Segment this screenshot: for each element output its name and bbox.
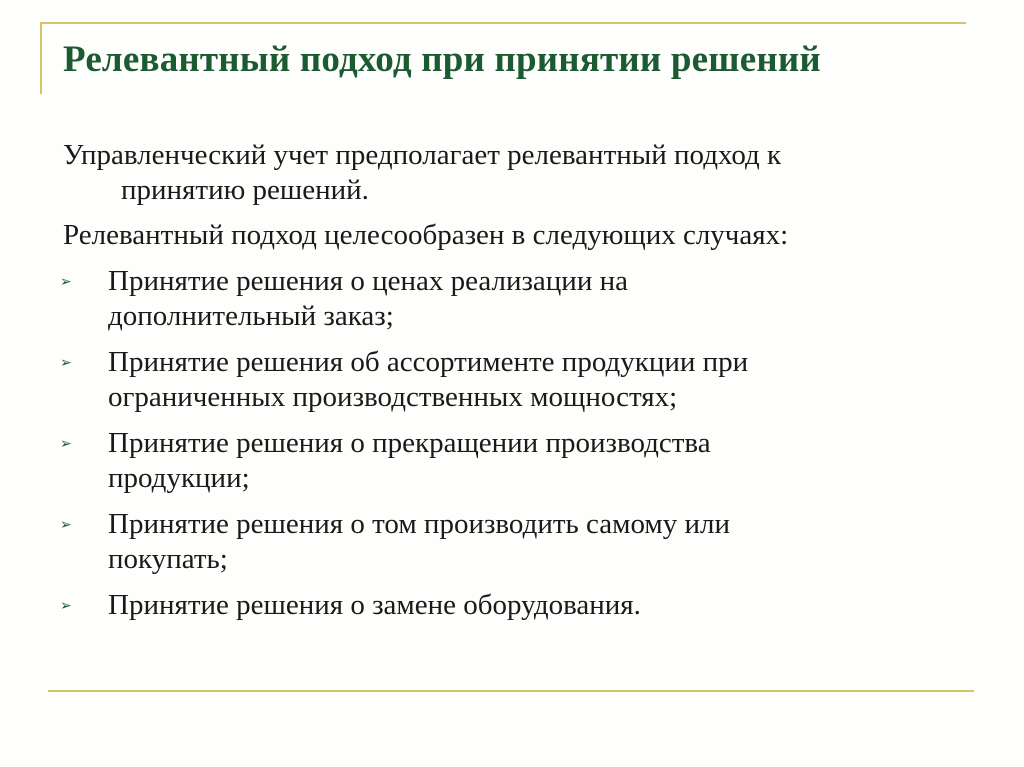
intro-paragraph-line1: Управленческий учет предполагает релевантный подход к: [63, 139, 782, 171]
list-item-line1: Принятие решения об ассортименте продукции при: [108, 346, 749, 378]
list-item-line2: дополнительный заказ;: [108, 300, 394, 332]
list-item-line1: Принятие решения о замене оборудования.: [108, 589, 641, 621]
intro-paragraph-line2: принятию решений.: [121, 174, 369, 206]
list-item: [60, 345, 960, 415]
list-item-line1: Принятие решения о прекращении производства: [108, 427, 711, 459]
list-item: [60, 264, 960, 334]
arrow-bullet-icon: ➢: [60, 274, 72, 290]
top-divider: [40, 22, 966, 24]
arrow-bullet-icon: ➢: [60, 436, 72, 452]
bottom-divider: [48, 690, 974, 692]
list-item-line1: Принятие решения о том производить самому или: [108, 508, 731, 540]
intro-paragraph: [63, 138, 963, 208]
arrow-bullet-icon: ➢: [60, 598, 72, 614]
list-item-line2: покупать;: [108, 543, 228, 575]
arrow-bullet-icon: ➢: [60, 355, 72, 371]
list-item-line1: Принятие решения о ценах реализации на: [108, 265, 628, 297]
list-item: [60, 588, 960, 623]
list-item-line2: ограниченных производственных мощностях;: [108, 381, 678, 413]
list-item-line2: продукции;: [108, 462, 250, 494]
list-item: [60, 426, 960, 496]
list-item: [60, 507, 960, 577]
left-divider: [40, 22, 42, 94]
cases-heading: Релевантный подход целесообразен в следующих случаях:: [63, 219, 789, 251]
arrow-bullet-icon: ➢: [60, 517, 72, 533]
slide-title: Релевантный подход при принятии решений: [63, 39, 821, 80]
cases-list: [60, 264, 960, 634]
